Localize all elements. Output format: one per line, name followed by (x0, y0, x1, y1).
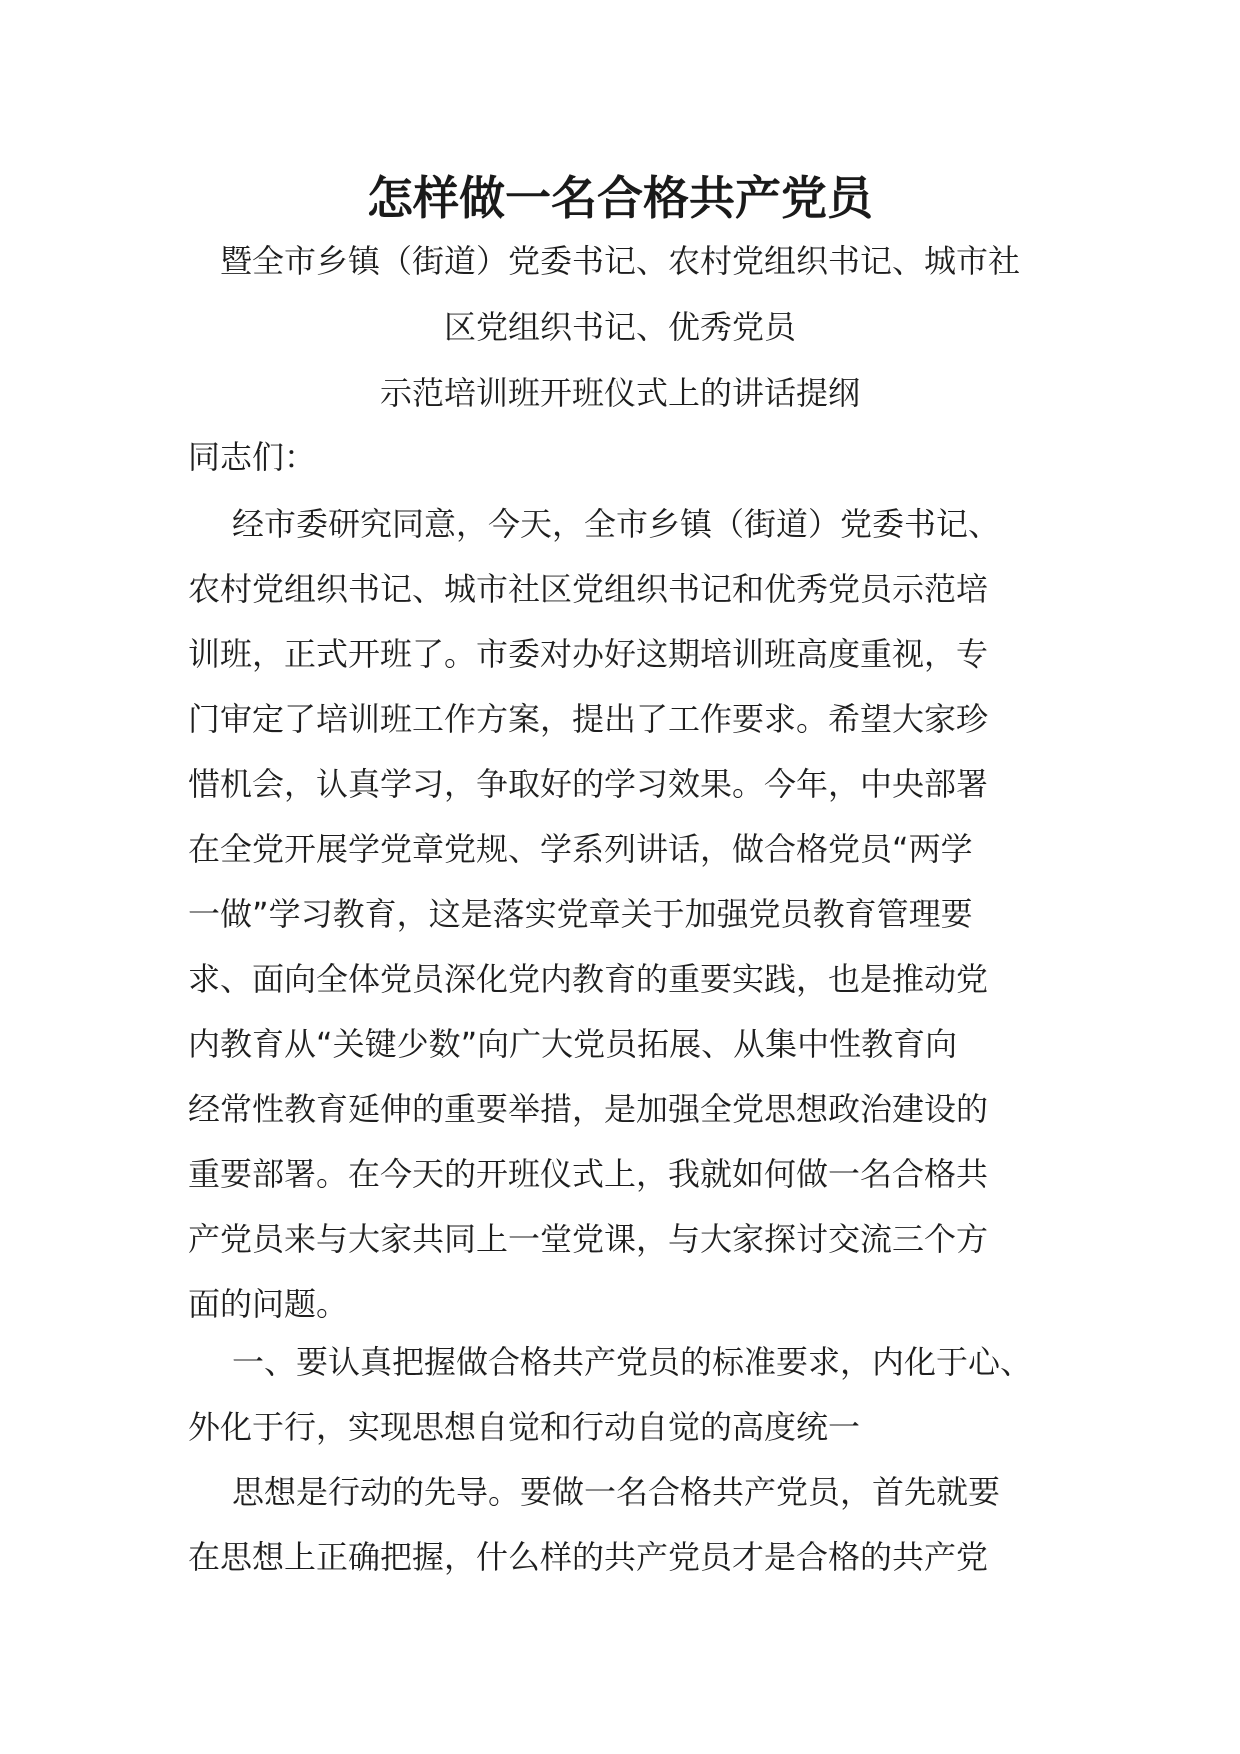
paragraph-line: 求、面向全体党员深化党内教育的重要实践，也是推动党 (188, 960, 989, 998)
paragraph-intro (188, 492, 1068, 1337)
heading-line: 外化于行，实现思想自觉和行动自觉的高度统一 (188, 1408, 861, 1446)
document-title: 怎样做一名合格共产党员 (367, 171, 873, 225)
greeting: 同志们： (188, 438, 317, 476)
paragraph-line: 惜机会，认真学习，争取好的学习效果。今年，中央部署 (188, 765, 989, 803)
heading-line: 一、要认真把握做合格共产党员的标准要求，内化于心、 (232, 1343, 1033, 1381)
paragraph-line: 内教育从“关键少数”向广大党员拓展、从集中性教育向 (188, 1025, 958, 1063)
paragraph-line: 经常性教育延伸的重要举措，是加强全党思想政治建设的 (188, 1090, 989, 1128)
section-heading-1 (188, 1330, 1068, 1460)
paragraph-body (188, 1460, 1068, 1590)
subtitle-line-1: 暨全市乡镇（街道）党委书记、农村党组织书记、城市社 (219, 242, 1020, 280)
paragraph-line: 门审定了培训班工作方案，提出了工作要求。希望大家珍 (188, 700, 989, 738)
paragraph-line: 思想是行动的先导。要做一名合格共产党员，首先就要 (232, 1473, 1001, 1511)
paragraph-line: 训班，正式开班了。市委对办好这期培训班高度重视，专 (188, 635, 989, 673)
paragraph-line: 在思想上正确把握，什么样的共产党员才是合格的共产党 (188, 1538, 989, 1576)
paragraph-line: 重要部署。在今天的开班仪式上，我就如何做一名合格共 (188, 1155, 989, 1193)
paragraph-line: 一做”学习教育，这是落实党章关于加强党员教育管理要 (188, 895, 973, 933)
paragraph-line: 面的问题。 (188, 1285, 349, 1323)
paragraph-line: 农村党组织书记、城市社区党组织书记和优秀党员示范培 (188, 570, 989, 608)
subtitle-line-2: 区党组织书记、优秀党员 (443, 308, 796, 346)
paragraph-line: 经市委研究同意，今天，全市乡镇（街道）党委书记、 (232, 505, 1001, 543)
subtitle-line-3: 示范培训班开班仪式上的讲话提纲 (379, 374, 860, 412)
paragraph-line: 产党员来与大家共同上一堂党课，与大家探讨交流三个方 (188, 1220, 989, 1258)
paragraph-line: 在全党开展学党章党规、学系列讲话，做合格党员“两学 (188, 830, 973, 868)
